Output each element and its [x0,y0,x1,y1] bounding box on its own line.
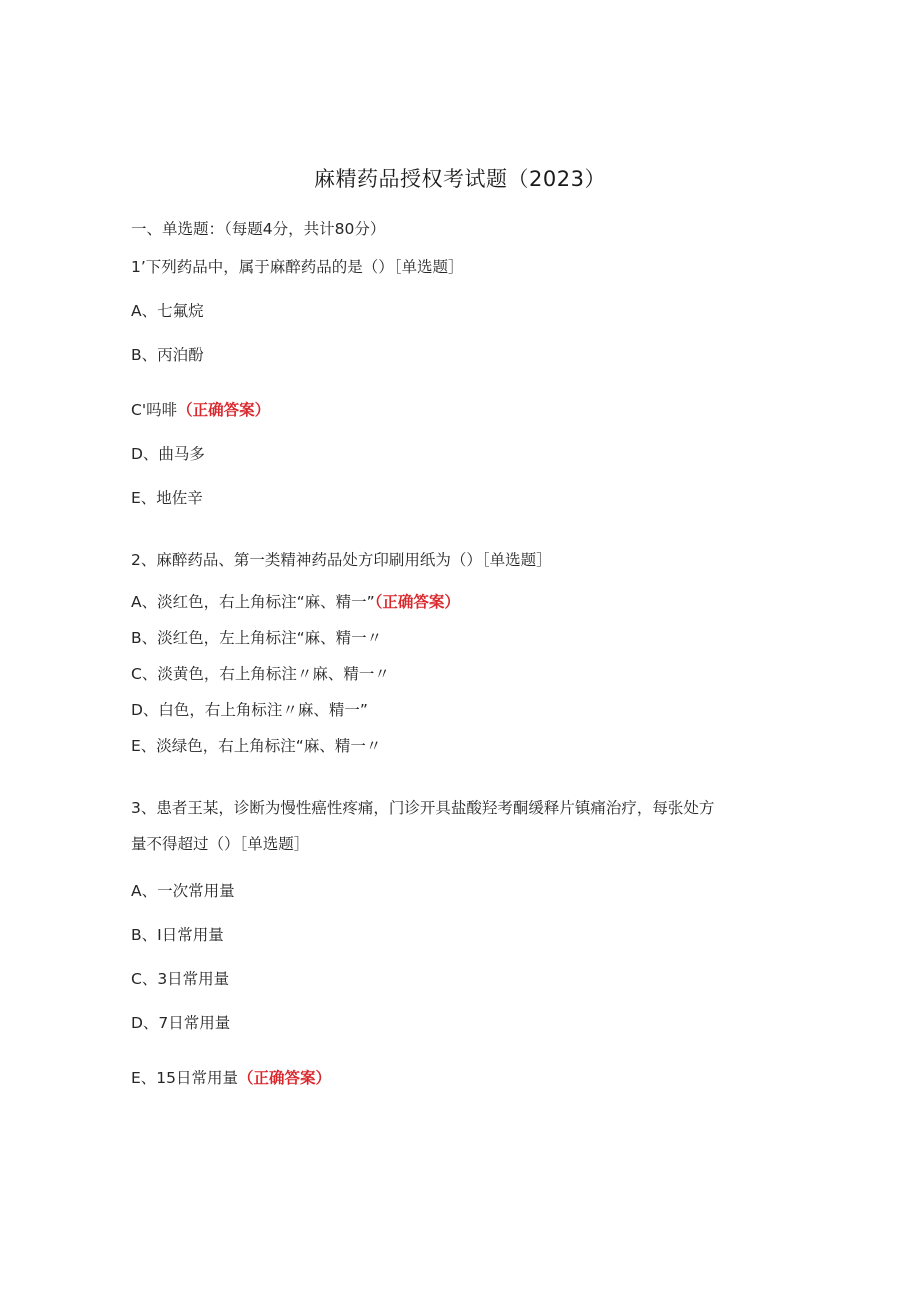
option-text: E、淡绿色，右上角标注“麻、精一〃 [131,737,382,755]
question-1-stem: 1’下列药品中，属于麻醉药品的是（）［单选题］ [131,258,464,276]
question-1-option-b [131,344,204,366]
question-2-option-e [131,735,381,757]
question-2-option-a [131,591,460,613]
question-3-stem-line-2: 量不得超过（）［单选题］ [131,835,310,853]
option-text: E、地佐辛 [131,489,203,507]
correct-answer-mark: （正确答案） [177,401,271,419]
correct-answer-mark: （正确答案） [374,593,460,611]
question-3-option-e [131,1067,331,1089]
question-2-stem: 2、麻醉药品、第一类精神药品处方印刷用纸为（）［单选题］ [131,551,552,569]
question-2-option-d [131,699,368,721]
option-text: D、7日常用量 [131,1014,231,1032]
option-text: A、淡红色，右上角标注“麻、精一” [131,593,375,611]
question-3-option-d [131,1012,230,1034]
option-text: B、淡红色，左上角标注“麻、精一〃 [131,629,383,647]
correct-answer-mark: （正确答案） [238,1069,332,1087]
question-1-option-e [131,487,203,509]
question-2-option-c [131,663,390,685]
option-text: A、一次常用量 [131,882,235,900]
question-3-option-a [131,880,235,902]
question-1-option-a [131,300,204,322]
question-3-stem-line-1: 3、患者王某，诊断为慢性癌性疼痛，门诊开具盐酸羟考酮缓释片镇痛治疗，每张处方 [131,799,715,817]
option-text: D、曲马多 [131,445,205,463]
question-1-option-c [131,399,270,421]
question-1-option-d [131,443,205,465]
option-text: E、15日常用量 [131,1069,239,1087]
option-text: D、白色，右上角标注〃麻、精一” [131,701,368,719]
page-title: 麻精药品授权考试题（2023） [314,167,606,191]
option-text: B、丙泊酚 [131,346,204,364]
question-2-option-b [131,627,382,649]
option-text: A、七氟烷 [131,302,204,320]
question-3-option-c [131,968,229,990]
section-heading: 一、单选题：（每题4分，共计80分） [131,220,386,238]
option-text: B、I日常用量 [131,926,224,944]
option-text: C、3日常用量 [131,970,230,988]
option-text: C'吗啡 [131,401,178,419]
option-text: C、淡黄色，右上角标注〃麻、精一〃 [131,665,390,683]
question-3-option-b [131,924,224,946]
